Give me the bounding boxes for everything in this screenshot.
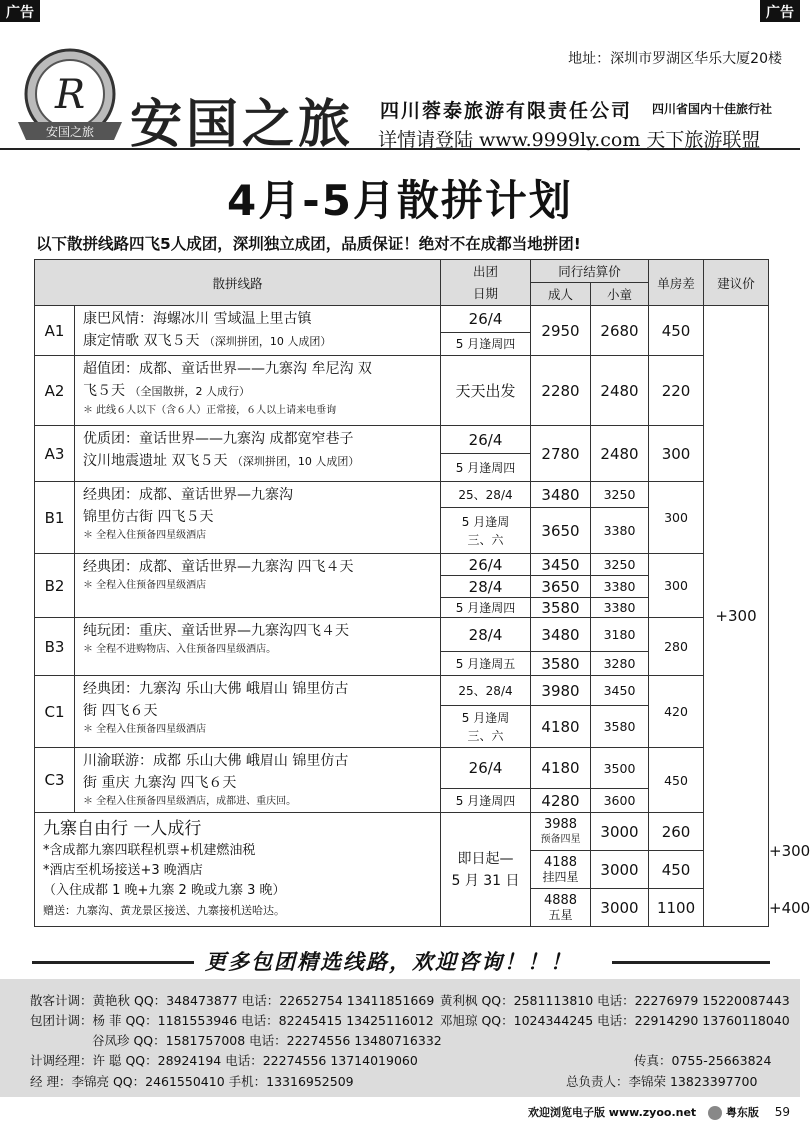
child-price: 2680 [591, 306, 649, 356]
company-name: 四川蓉泰旅游有限责任公司 [380, 100, 633, 122]
header-suggested-price: 建议价 [704, 260, 769, 306]
company-address: 地址：深圳市罗湖区华乐大厦20楼 [568, 51, 782, 67]
depart-date: 28/4 [441, 618, 531, 652]
child-price: 3380 [591, 598, 649, 618]
website-line: 详情请登陆 www.9999ly.com 天下旅游联盟 [378, 129, 761, 151]
brand-name: 安国之旅 [130, 94, 355, 155]
footer-edition: 粤东版 [725, 1106, 759, 1119]
route-code: B2 [35, 554, 75, 618]
footer-text: 欢迎浏览电子版 www.zyoo.net [527, 1106, 697, 1119]
depart-date: 26/4 [441, 748, 531, 789]
banner-rule-right [612, 961, 770, 964]
route-description: 纯玩团：重庆、童话世界—九寨沟四飞４天 ＊ 全程不进购物店、入住预备四星级酒店。 [75, 618, 441, 676]
route-description: 优质团：童话世界——九寨沟 成都宽窄巷子 汶川地震遗址 双飞５天 （深圳拼团，10 人成团） [75, 426, 441, 482]
adult-price: 3480 [531, 618, 591, 652]
table-row [35, 482, 769, 508]
route-description: 经典团：成都、童话世界—九寨沟 锦里仿古街 四飞５天 ＊ 全程入住预备四星级酒店 [75, 482, 441, 554]
contact-line: 散客计调：黄艳秋 QQ：348473877 电话：22652754 13411851669 [30, 993, 435, 1008]
header-route: 散拼线路 [35, 260, 441, 306]
adult-price: 3580 [531, 598, 591, 618]
single-supplement: 300 [649, 426, 704, 482]
adult-price: 3450 [531, 554, 591, 576]
manager-line: 总负责人：李锦荣 13823397700 [566, 1074, 758, 1089]
child-price: 3180 [591, 618, 649, 652]
adult-price: 2780 [531, 426, 591, 482]
child-price: 3280 [591, 652, 649, 676]
child-price: 3250 [591, 482, 649, 508]
child-price: 3380 [591, 576, 649, 598]
contact-line: 计调经理：许 聪 QQ：28924194 电话：22274556 13714019060 [30, 1053, 418, 1068]
header [0, 22, 800, 155]
page-subtitle: 以下散拼线路四飞5人成团，深圳独立成团，品质保证！绝对不在成都当地拼团! [36, 235, 581, 253]
child-price: 2480 [591, 426, 649, 482]
route-code: B1 [35, 482, 75, 554]
tour-price-table: 散拼线路 出团 日期 同行结算价 单房差 建议价 成人 小童 A1 康巴风情：海螺冰川 雪域温上里古镇 康定情歌 双飞５天 （深圳拼团，10 人成团） 26/4 2950 2680 450 +300 5 月逢周四 A2 超值团：成都、童话世界——九寨沟 牟尼沟 双 飞５天 （全国散拼，2 人成行） ＊ 此线６人以下（含６人）正常接，６人以上请来电垂询 天天出发 2280 2480 220 A3 优质团：童话世界——九寨沟 成都宽窄巷子 汶川地震遗址 双飞５天 （深圳拼团，10 人成团） 26/4 2780 2480 300 5 月逢周四 B1 经典团：成都、童话世界—九寨沟 锦里仿古街 四飞５天 ＊ 全程入住预备四星级酒店 25、28/4 3480 3250 300 5 月逢周 三、六 3650 3380 B2 经典团：成都、童话世界—九寨沟 四飞４天 ＊ 全程入住预备四星级酒店 26/4 3450 3250 300 28/4 3650 3380 5 月逢周四 3580 3380 B3 纯玩团：重庆、童话世界—九寨沟四飞４天 ＊ 全程不进购物店、入住预备四星级酒店。 28/4 3480 3180 280 5 月逢周五 3580 3280 C1 经典团：九寨沟 乐山大佛 峨眉山 锦里仿古 街 四飞６天 ＊ 全程入住预备四星级酒店 25、28/4 3980 3450 420 5 月逢周 三、六 4180 3580 C3 川渝联游：成都 乐山大佛 峨眉山 锦里仿古 街 重庆 九寨沟 四飞６天 ＊ 全程入住预备四星级酒店，成都进、重庆回。 26/4 4180 3500 450 5 月逢周四 4280 3600 九寨自由行 一人成行 *含成都九寨四联程机票+机建燃油税 *酒店至机场接送+3 晚酒店 （入住成都 1 晚+九寨 2 晚或九寨 3 晚） 赠送：九寨沟、黄龙景区接送、九寨接机送哈达。 即日起— 5 月 31 日 3988 预备四星 3000 260 +300 4188 挂四星 3000 450 4888 五星 3000 1100 +400 [34, 259, 769, 927]
depart-date: 5 月逢周 三、六 [441, 706, 531, 748]
header-adult: 成人 [531, 283, 591, 306]
page-number: 59 [774, 1105, 790, 1119]
route-code: A2 [35, 356, 75, 426]
route-description: 川渝联游：成都 乐山大佛 峨眉山 锦里仿古 街 重庆 九寨沟 四飞６天 ＊ 全程入住预备四星级酒店，成都进、重庆回。 [75, 748, 441, 813]
page-footer [528, 1104, 790, 1120]
table-row [35, 618, 769, 652]
single-supplement: 300 [649, 482, 704, 554]
tier-single-supplement: 450 [649, 851, 704, 889]
single-supplement: 420 [649, 676, 704, 748]
depart-date: 26/4 [441, 554, 531, 576]
adult-price: 3480 [531, 482, 591, 508]
single-supplement: 220 [649, 356, 704, 426]
tier-single-supplement: 1100 [649, 889, 704, 927]
banner-text: 更多包团精选线路，欢迎咨询！！！ [205, 949, 573, 974]
route-description: 经典团：九寨沟 乐山大佛 峨眉山 锦里仿古 街 四飞６天 ＊ 全程入住预备四星级酒店 [75, 676, 441, 748]
child-price: 3380 [591, 508, 649, 554]
route-code: A3 [35, 426, 75, 482]
header-child: 小童 [591, 283, 649, 306]
contact-panel [0, 979, 800, 1097]
adult-price: 2950 [531, 306, 591, 356]
depart-date: 5 月逢周四 [441, 454, 531, 482]
child-price: 3450 [591, 676, 649, 706]
header-single-supplement: 单房差 [649, 260, 704, 306]
price-tier: 4888 五星 [531, 889, 591, 927]
ad-label-right: 广告 [760, 0, 800, 22]
adult-price: 3650 [531, 576, 591, 598]
depart-date: 25、28/4 [441, 676, 531, 706]
table-row [35, 554, 769, 576]
single-supplement: 450 [649, 748, 704, 813]
route-description: 经典团：成都、童话世界—九寨沟 四飞４天 ＊ 全程入住预备四星级酒店 [75, 554, 441, 618]
more-routes-banner [0, 946, 800, 976]
fax-line: 传真：0755-25663824 [634, 1053, 772, 1068]
route-code: C3 [35, 748, 75, 813]
child-price: 3250 [591, 554, 649, 576]
page-title: 4月-5月散拼计划 [227, 176, 573, 225]
depart-date: 天天出发 [441, 356, 531, 426]
depart-date: 28/4 [441, 576, 531, 598]
child-price: 3500 [591, 748, 649, 789]
adult-price: 4180 [531, 706, 591, 748]
contact-line: 谷凤珍 QQ：1581757008 电话：22274556 13480716332 [92, 1033, 442, 1048]
brand-emblem-icon [14, 44, 126, 156]
route-code: A1 [35, 306, 75, 356]
depart-date: 5 月逢周四 [441, 789, 531, 813]
depart-date: 26/4 [441, 306, 531, 333]
depart-date: 5 月逢周五 [441, 652, 531, 676]
contact-line: 经 理：李锦亮 QQ：2461550410 手机：13316952509 [30, 1074, 354, 1089]
adult-price: 2280 [531, 356, 591, 426]
depart-date: 5 月逢周四 [441, 598, 531, 618]
contact-line: 黄利枫 QQ：2581113810 电话：22276979 15220087443 [440, 993, 790, 1008]
contact-line: 包团计调：杨 菲 QQ：1181553946 电话：82245415 13425116012 [30, 1013, 434, 1028]
single-supplement: 450 [649, 306, 704, 356]
adult-price: 3980 [531, 676, 591, 706]
emblem-letter: R [54, 72, 86, 118]
route-code: B3 [35, 618, 75, 676]
ad-label-left: 广告 [0, 0, 40, 22]
table-row [35, 356, 769, 426]
tier-adult-price: 3000 [591, 889, 649, 927]
price-tier: 3988 预备四星 [531, 813, 591, 851]
adult-price: 3580 [531, 652, 591, 676]
table-row [35, 748, 769, 789]
child-price: 3580 [591, 706, 649, 748]
header-date: 出团 日期 [441, 260, 531, 306]
adult-price: 3650 [531, 508, 591, 554]
tier-adult-price: 3000 [591, 851, 649, 889]
depart-date: 26/4 [441, 426, 531, 454]
tier-single-supplement: 260 [649, 813, 704, 851]
route-code: C1 [35, 676, 75, 748]
contact-line: 邓旭琼 QQ：1024344245 电话：22914290 13760118040 [440, 1013, 790, 1028]
table-row [35, 426, 769, 454]
table-row [35, 676, 769, 706]
depart-date: 5 月逢周 三、六 [441, 508, 531, 554]
edition-logo-icon [708, 1106, 722, 1120]
depart-date: 即日起— 5 月 31 日 [441, 813, 531, 927]
route-description: 超值团：成都、童话世界——九寨沟 牟尼沟 双 飞５天 （全国散拼，2 人成行） ＊ 此线６人以下（含６人）正常接，６人以上请来电垂询 [75, 356, 441, 426]
company-award: 四川省国内十佳旅行社 [652, 102, 773, 116]
emblem-text: 安国之旅 [45, 125, 95, 139]
adult-price: 4280 [531, 789, 591, 813]
single-supplement: 300 [649, 554, 704, 618]
depart-date: 25、28/4 [441, 482, 531, 508]
price-tier: 4188 挂四星 [531, 851, 591, 889]
free-travel-description: 九寨自由行 一人成行 *含成都九寨四联程机票+机建燃油税 *酒店至机场接送+3 晚酒店 （入住成都 1 晚+九寨 2 晚或九寨 3 晚） 赠送：九寨沟、黄龙景区接送、九寨接机送哈达。 [35, 813, 441, 927]
single-supplement: 280 [649, 618, 704, 676]
tier-adult-price: 3000 [591, 813, 649, 851]
child-price: 2480 [591, 356, 649, 426]
table-row [35, 306, 769, 333]
adult-price: 4180 [531, 748, 591, 789]
depart-date: 5 月逢周四 [441, 332, 531, 355]
route-description: 康巴风情：海螺冰川 雪域温上里古镇 康定情歌 双飞５天 （深圳拼团，10 人成团） [75, 306, 441, 356]
banner-rule-left [32, 961, 194, 964]
header-peer-price: 同行结算价 [531, 260, 649, 283]
table-row: 九寨自由行 一人成行 *含成都九寨四联程机票+机建燃油税 *酒店至机场接送+3 晚酒店 （入住成都 1 晚+九寨 2 晚或九寨 3 晚） 赠送：九寨沟、黄龙景区接送、九寨接机送哈达。 即日起— 5 月 31 日 3988 预备四星 3000 260 +300 [35, 813, 769, 851]
child-price: 3600 [591, 789, 649, 813]
suggested-price: +300 [704, 306, 769, 927]
